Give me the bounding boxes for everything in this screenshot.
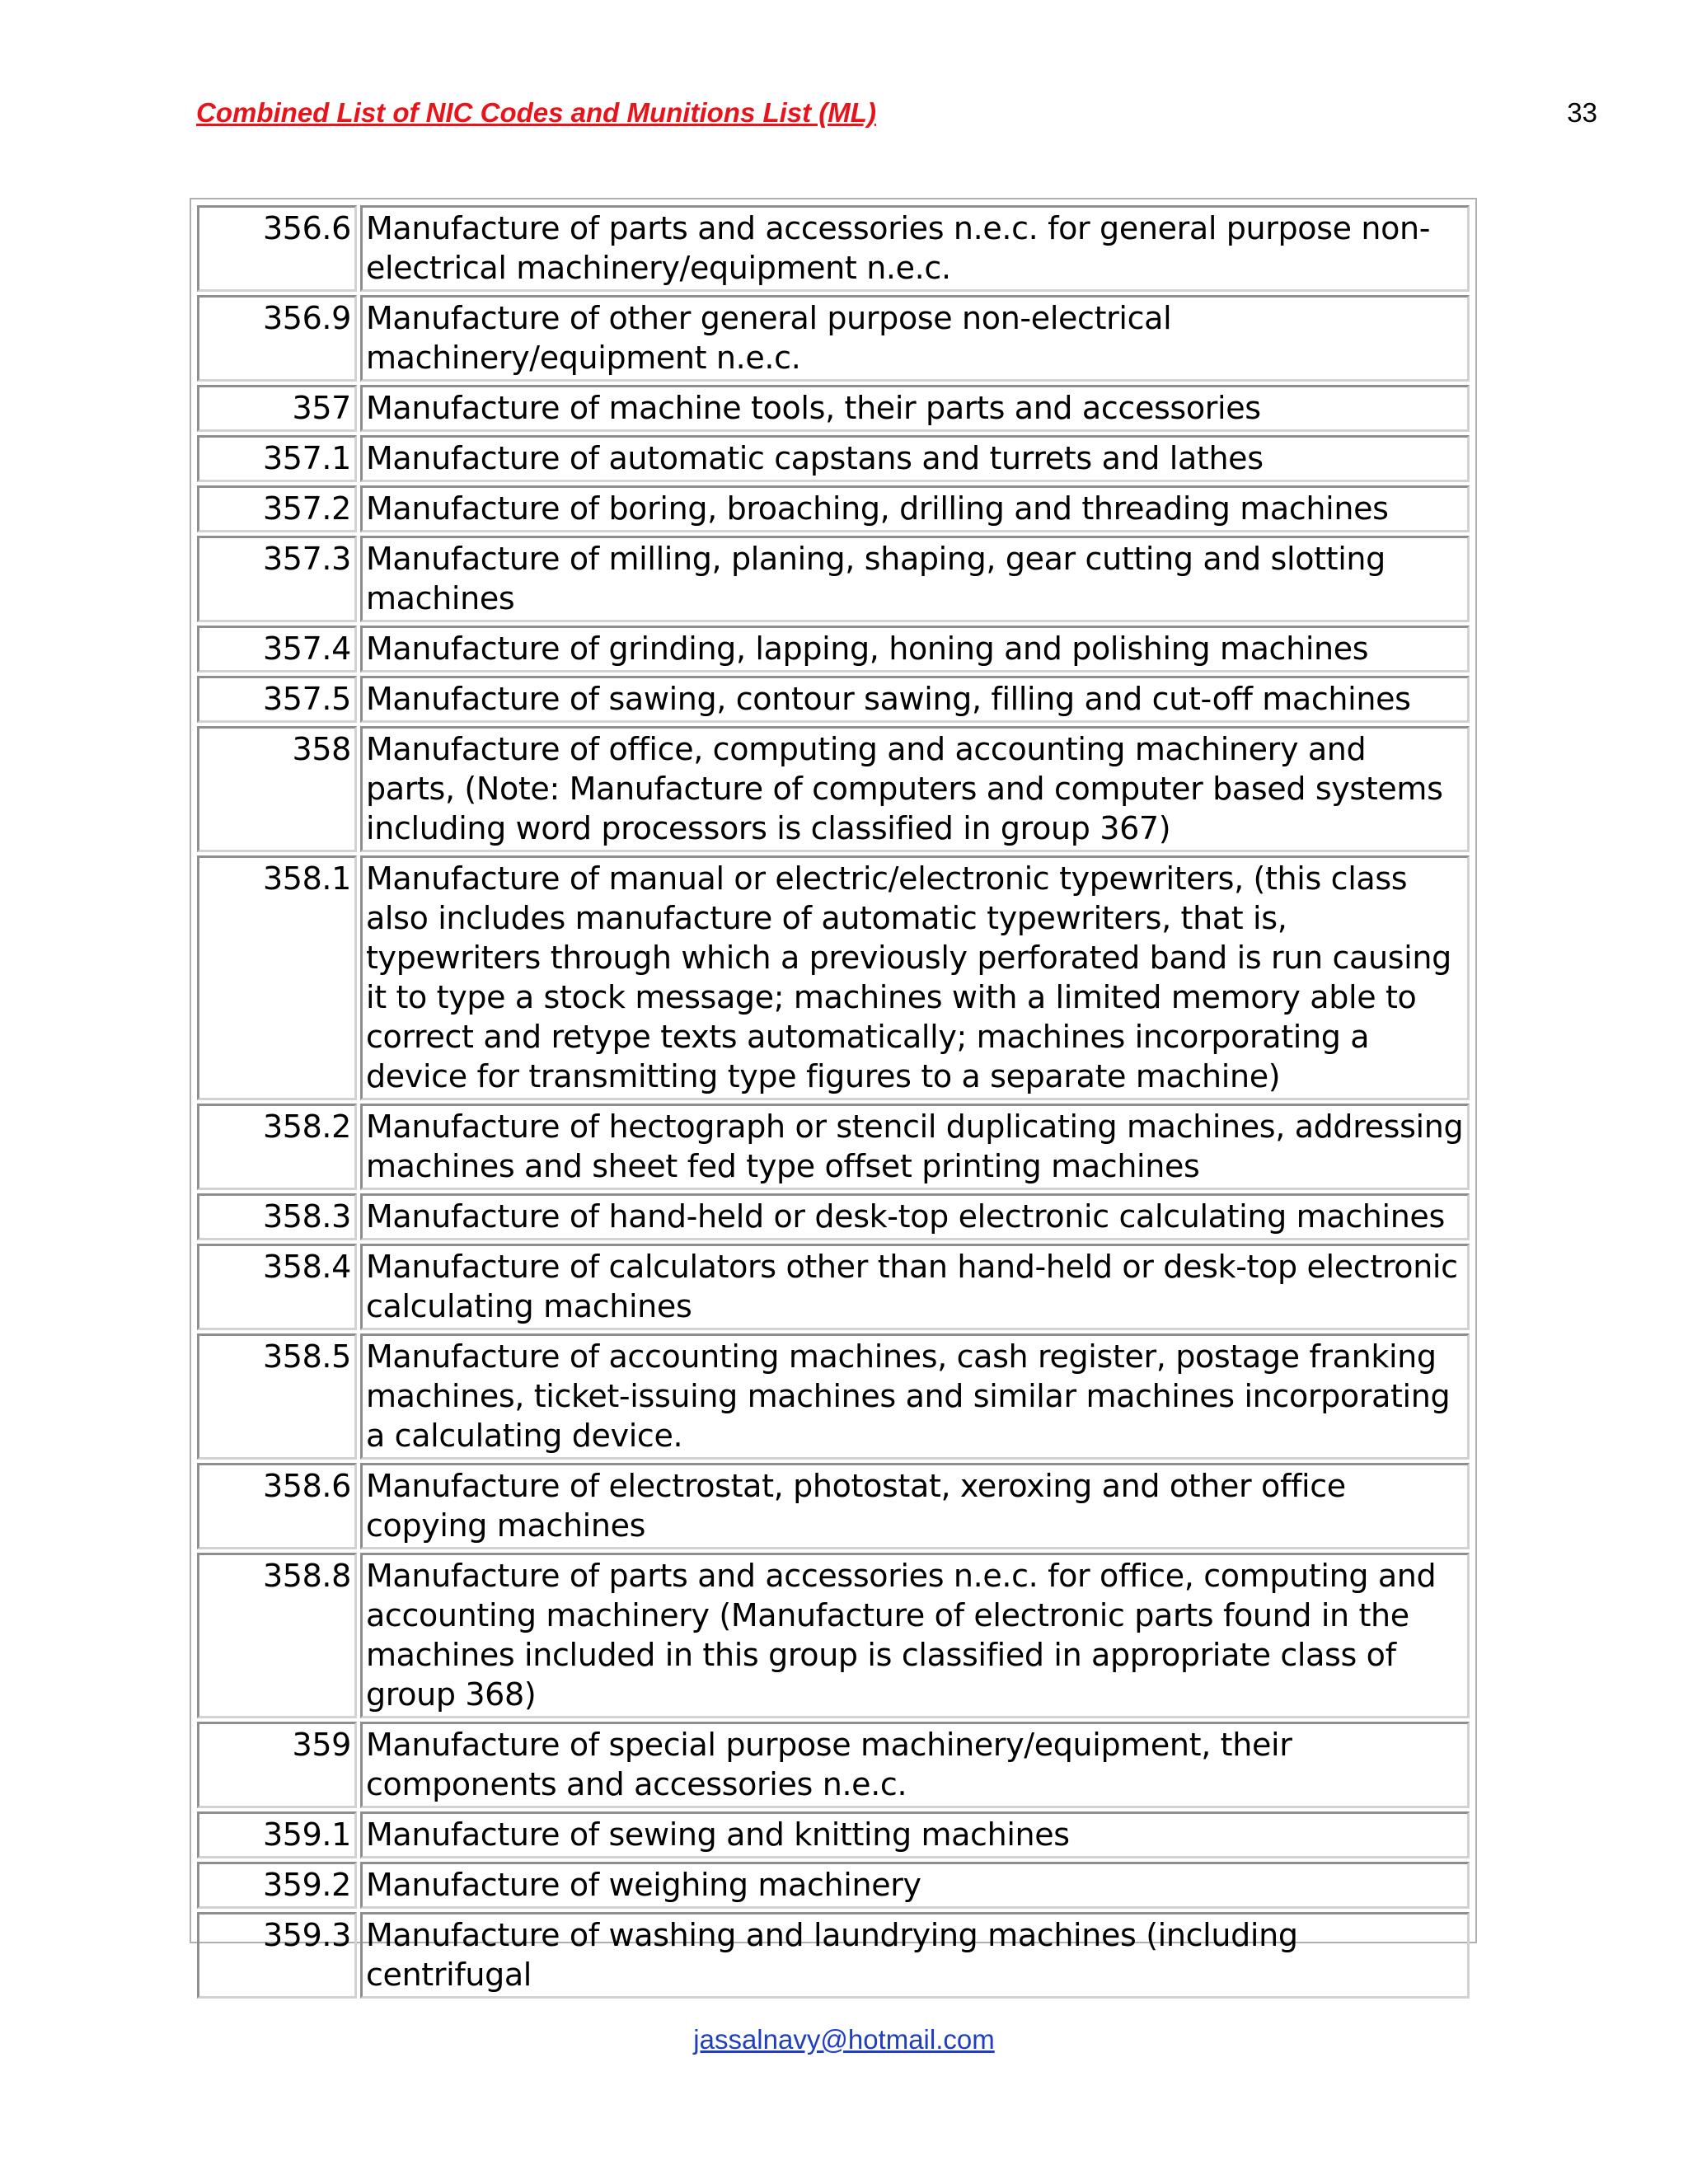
nic-description-cell: Manufacture of milling, planing, shaping, gear cutting and slotting machines xyxy=(360,536,1470,622)
nic-codes-table-body xyxy=(197,205,1470,1999)
nic-description-cell: Manufacture of hectograph or stencil duplicating machines, addressing machines and sheet fed type offset printing machines xyxy=(360,1104,1470,1190)
nic-code-cell: 358.1 xyxy=(197,855,357,1100)
table-row xyxy=(197,205,1470,292)
nic-code-cell: 358.5 xyxy=(197,1333,357,1460)
table-row xyxy=(197,536,1470,622)
nic-codes-table xyxy=(194,202,1473,2002)
nic-code-cell: 356.6 xyxy=(197,205,357,292)
footer-email-link[interactable]: jassalnavy@hotmail.com xyxy=(693,2024,995,2055)
nic-code-cell: 359 xyxy=(197,1722,357,1808)
nic-code-cell: 358.6 xyxy=(197,1463,357,1549)
nic-description-cell: Manufacture of other general purpose non-electrical machinery/equipment n.e.c. xyxy=(360,295,1470,382)
nic-code-cell: 358 xyxy=(197,726,357,852)
nic-description-cell: Manufacture of accounting machines, cash register, postage franking machines, ticket-issuing machines and similar machines incorporating a calculating device. xyxy=(360,1333,1470,1460)
nic-description-cell: Manufacture of boring, broaching, drilling and threading machines xyxy=(360,485,1470,532)
nic-code-cell: 357.5 xyxy=(197,676,357,723)
nic-code-cell: 359.1 xyxy=(197,1811,357,1858)
table-row xyxy=(197,1862,1470,1909)
nic-code-cell: 359.3 xyxy=(197,1912,357,1999)
nic-description-cell: Manufacture of sewing and knitting machines xyxy=(360,1811,1470,1858)
table-row xyxy=(197,485,1470,532)
nic-code-cell: 358.4 xyxy=(197,1244,357,1330)
document-header-title: Combined List of NIC Codes and Munitions List (ML) xyxy=(196,97,876,128)
table-row xyxy=(197,1333,1470,1460)
nic-description-cell: Manufacture of sawing, contour sawing, filling and cut-off machines xyxy=(360,676,1470,723)
table-row xyxy=(197,676,1470,723)
nic-code-cell: 357.3 xyxy=(197,536,357,622)
nic-code-cell: 357.2 xyxy=(197,485,357,532)
table-row xyxy=(197,1193,1470,1240)
table-row xyxy=(197,626,1470,673)
nic-description-cell: Manufacture of manual or electric/electronic typewriters, (this class also includes manufacture of automatic typewriters, that is, typewriters through which a previously perforated band is run causing it to type a stock message; machines with a limited memory able to correct and retype texts automatically; machines incorporating a device for transmitting type figures to a separate machine) xyxy=(360,855,1470,1100)
nic-description-cell: Manufacture of grinding, lapping, honing and polishing machines xyxy=(360,626,1470,673)
nic-code-cell: 359.2 xyxy=(197,1862,357,1909)
table-row xyxy=(197,1553,1470,1718)
page-number: 33 xyxy=(1567,97,1597,128)
nic-description-cell: Manufacture of weighing machinery xyxy=(360,1862,1470,1909)
table-row xyxy=(197,1722,1470,1808)
nic-description-cell: Manufacture of parts and accessories n.e.c. for general purpose non-electrical machinery/equipment n.e.c. xyxy=(360,205,1470,292)
nic-code-cell: 358.8 xyxy=(197,1553,357,1718)
nic-code-cell: 358.3 xyxy=(197,1193,357,1240)
table-row xyxy=(197,1104,1470,1190)
nic-code-cell: 358.2 xyxy=(197,1104,357,1190)
table-row xyxy=(197,1912,1470,1999)
table-row xyxy=(197,295,1470,382)
nic-code-cell: 357.4 xyxy=(197,626,357,673)
nic-description-cell: Manufacture of machine tools, their parts and accessories xyxy=(360,385,1470,432)
table-row xyxy=(197,435,1470,482)
nic-description-cell: Manufacture of special purpose machinery/equipment, their components and accessories n.e.c. xyxy=(360,1722,1470,1808)
nic-description-cell: Manufacture of parts and accessories n.e.c. for office, computing and accounting machinery (Manufacture of electronic parts found in the machines included in this group is classified in appropriate class of group 368) xyxy=(360,1553,1470,1718)
table-row xyxy=(197,855,1470,1100)
nic-description-cell: Manufacture of calculators other than hand-held or desk-top electronic calculating machines xyxy=(360,1244,1470,1330)
table-row xyxy=(197,1463,1470,1549)
nic-code-cell: 357 xyxy=(197,385,357,432)
nic-description-cell: Manufacture of automatic capstans and turrets and lathes xyxy=(360,435,1470,482)
nic-description-cell: Manufacture of hand-held or desk-top electronic calculating machines xyxy=(360,1193,1470,1240)
table-row xyxy=(197,726,1470,852)
nic-description-cell: Manufacture of office, computing and accounting machinery and parts, (Note: Manufacture of computers and computer based systems including word processors is classified in group 367) xyxy=(360,726,1470,852)
table-row xyxy=(197,1244,1470,1330)
nic-description-cell: Manufacture of washing and laundrying machines (including centrifugal xyxy=(360,1912,1470,1999)
table-row xyxy=(197,1811,1470,1858)
nic-codes-table-frame xyxy=(190,198,1477,1993)
nic-code-cell: 356.9 xyxy=(197,295,357,382)
nic-code-cell: 357.1 xyxy=(197,435,357,482)
table-row xyxy=(197,385,1470,432)
nic-description-cell: Manufacture of electrostat, photostat, xeroxing and other office copying machines xyxy=(360,1463,1470,1549)
